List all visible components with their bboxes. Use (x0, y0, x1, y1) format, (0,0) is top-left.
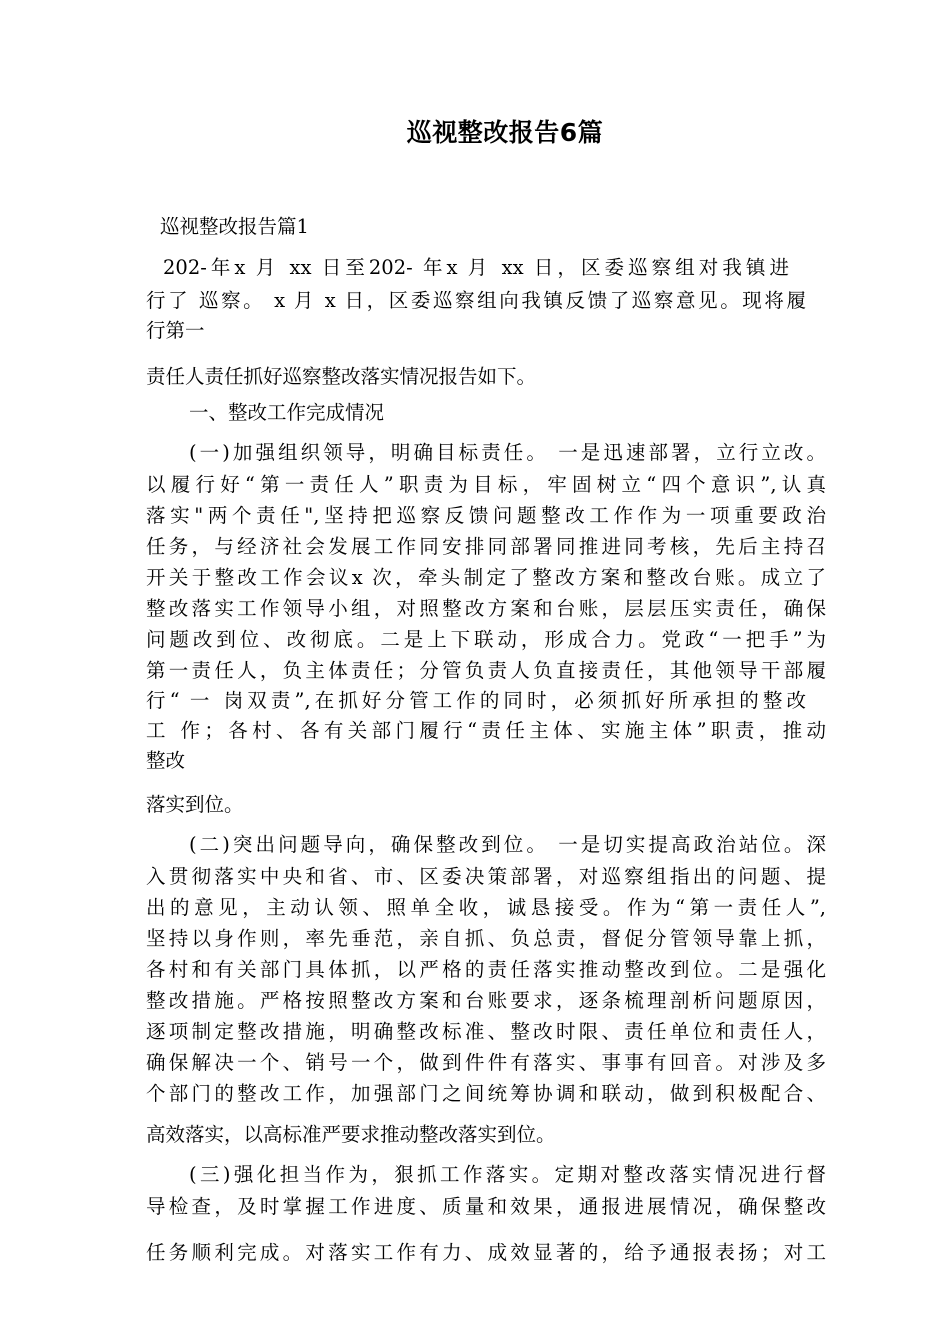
body-line: 开关于整改工作会议x 次，牵头制定了整改方案和整改台账。成立了 (146, 566, 826, 589)
body-line: 任务顺利完成。对落实工作有力、成效显著的，给予通报表扬；对工 (146, 1241, 826, 1264)
body-line: (一)加强组织领导，明确目标责任。 一是迅速部署，立行立改。 (189, 441, 826, 464)
body-line: 任务，与经济社会发展工作同安排同部署同推进同考核，先后主持召 (146, 535, 826, 558)
body-line: 整改落实工作领导小组，对照整改方案和台账，层层压实责任，确保 (146, 597, 826, 620)
body-line: 整改 (146, 749, 186, 772)
body-line: 坚持以身作则，率先垂范，亲自抓、负总责，督促分管领导靠上抓， (146, 927, 826, 950)
body-line: 高效落实，以高标准严要求推动整改落实到位。 (146, 1123, 556, 1146)
body-line: 工 作；各村、各有关部门履行“责任主体、实施主体”职责，推动 (146, 719, 826, 742)
body-line: 以履行好“第一责任人”职责为目标，牢固树立“四个意识”,认真 (146, 473, 826, 496)
section-heading: 巡视整改报告篇1 (160, 215, 309, 238)
body-line: 出的意见，主动认领、照单全收，诚恳接受。作为“第一责任人”, (146, 896, 826, 919)
body-line: 行了 巡察。 x 月 x 日，区委巡察组向我镇反馈了巡察意见。现将履 (146, 289, 806, 312)
body-line: 逐项制定整改措施，明确整改标准、整改时限、责任单位和责任人， (146, 1020, 826, 1043)
body-line: (三)强化担当作为，狠抓工作落实。定期对整改落实情况进行督 (189, 1163, 826, 1186)
subsection-heading: 一、整改工作完成情况 (189, 401, 385, 424)
body-line: 责任人责任抓好巡察整改落实情况报告如下。 (146, 365, 537, 388)
body-line: 导检查，及时掌握工作进度、质量和效果，通报进展情况，确保整改 (146, 1195, 826, 1218)
body-line: 问题改到位、改彻底。二是上下联动，形成合力。党政“一把手”为 (146, 628, 826, 651)
body-line: 行第一 (146, 319, 205, 342)
body-line: 第一责任人，负主体责任；分管负责人负直接责任，其他领导干部履 (146, 659, 826, 682)
body-line: 202-年x 月 xx 日至202- 年x 月 xx 日，区委巡察组对我镇进 (163, 256, 789, 279)
body-line: 确保解决一个、销号一个，做到件件有落实、事事有回音。对涉及多 (146, 1051, 826, 1074)
body-line: 各村和有关部门具体抓，以严格的责任落实推动整改到位。二是强化 (146, 958, 826, 981)
body-line: (二)突出问题导向，确保整改到位。 一是切实提高政治站位。深 (189, 833, 826, 856)
body-line: 个部门的整改工作，加强部门之间统筹协调和联动，做到积极配合、 (146, 1082, 826, 1105)
document-title: 巡视整改报告6篇 (406, 118, 604, 147)
body-line: 入贯彻落实中央和省、市、区委决策部署，对巡察组指出的问题、提 (146, 865, 826, 888)
body-line: 行“ 一 岗双责”,在抓好分管工作的同时，必须抓好所承担的整改 (146, 689, 806, 712)
body-line: 落实到位。 (146, 793, 244, 816)
body-line: 落实"两个责任",坚持把巡察反馈问题整改工作作为一项重要政治 (146, 504, 826, 527)
body-line: 整改措施。严格按照整改方案和台账要求，逐条梳理剖析问题原因， (146, 989, 826, 1012)
